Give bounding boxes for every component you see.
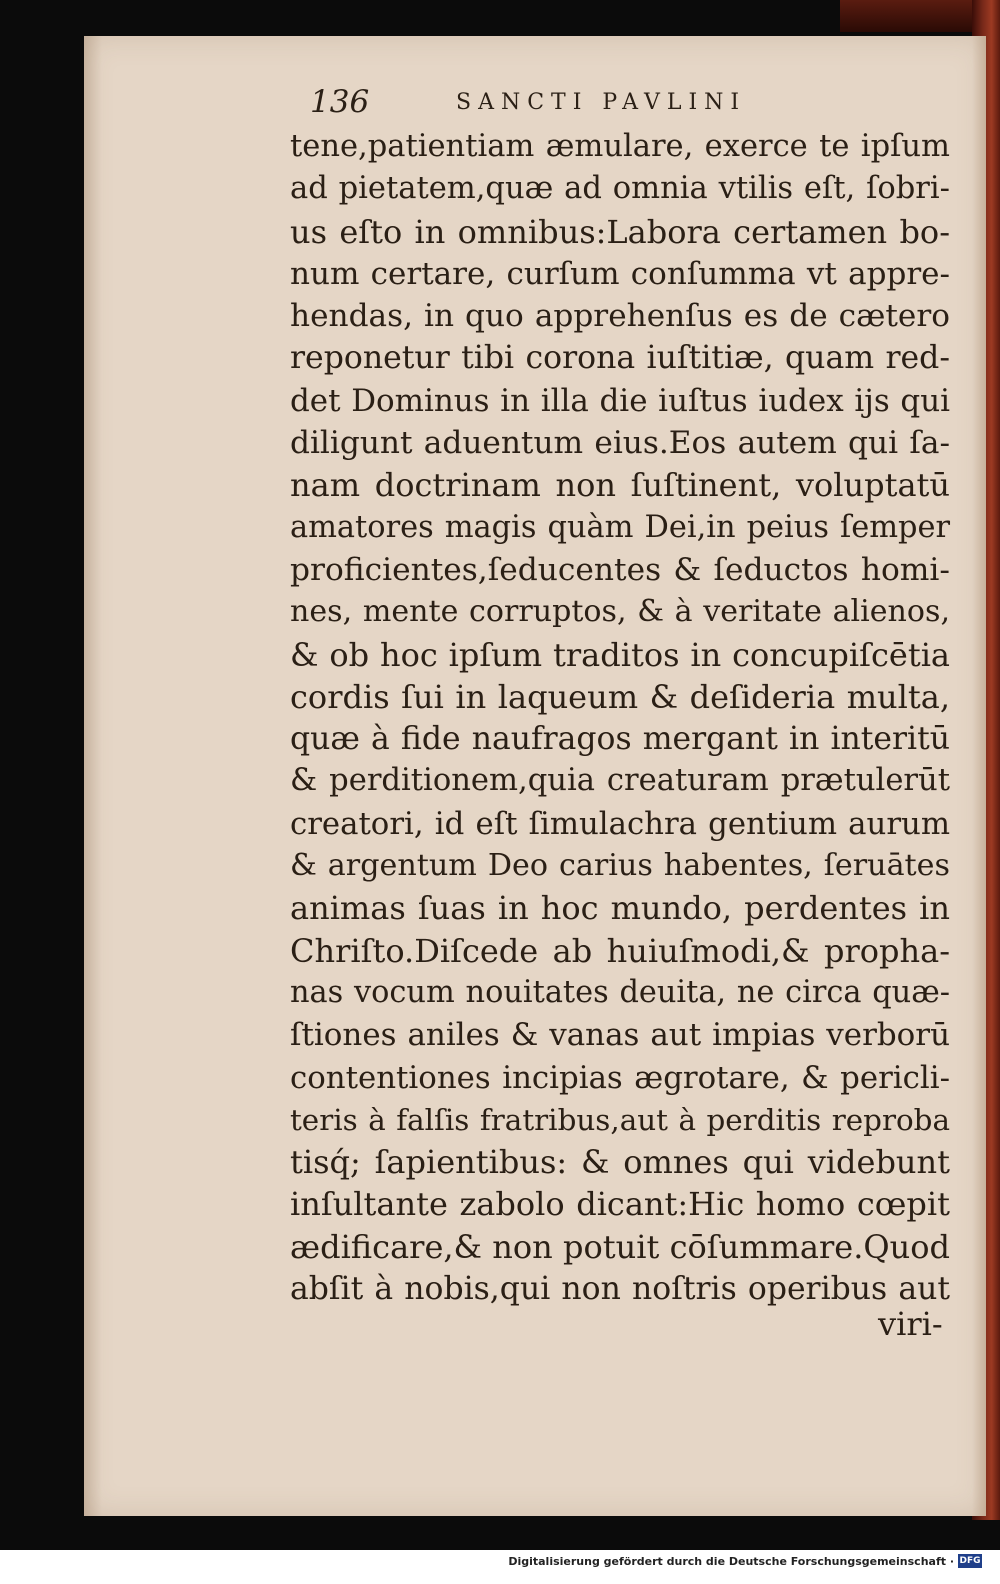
page-header (310, 84, 850, 124)
text-line: creatori, id eſt ſimulachra gentium aurum (290, 805, 950, 842)
text-line: animas ſuas in hoc mundo, perdentes in (290, 889, 950, 928)
text-line: us eſto in omnibus:Labora certamen bo- (290, 212, 950, 251)
text-line: amatores magis quàm Dei,in peius ſemper (290, 509, 950, 545)
running-head: SANCTI PAVLINI (456, 90, 747, 115)
text-line: tene,patientiam æmulare, exerce te ipſum (290, 129, 950, 164)
text-line: nas vocum nouitates deuita, ne circa quæ- (290, 974, 950, 1010)
page-number: 136 (310, 84, 370, 120)
catchword: viri- (878, 1305, 943, 1343)
text-line: & argentum Deo carius habentes, ſeruātes (290, 848, 950, 884)
text-line: diligunt aduentum eius.Eos autem qui ſa- (290, 425, 950, 462)
text-line: hendas, in quo apprehenſus es de cætero (290, 298, 950, 335)
text-line: nam doctrinam non ſuſtinent, voluptatū (290, 466, 950, 505)
text-line: & ob hoc ipſum traditos in concupiſcētia (290, 635, 950, 674)
text-line: & perditionem,quia creaturam prætulerūt (290, 763, 950, 799)
dfg-logo: DFG (959, 1556, 981, 1566)
funding-credit: Digitalisierung gefördert durch die Deutsche Forschungsgemeinschaft · (508, 1555, 954, 1568)
text-line: abſit à nobis,qui non noſtris operibus aut (290, 1271, 950, 1308)
text-line: det Dominus in illa die iuſtus iudex ijs qui (290, 382, 950, 419)
text-line: num certare, curſum conſumma vt appre- (290, 255, 950, 292)
text-line: teris à falſis fratribus,aut à perditis reproba (290, 1102, 950, 1137)
text-line: ſtiones aniles & vanas aut impias verborū (290, 1017, 950, 1054)
gutter-shadow (84, 36, 102, 1516)
text-line: contentiones incipias ægrotare, & pericli- (290, 1059, 950, 1096)
text-line: inſultante zabolo dicant:Hic homo cœpit (290, 1185, 950, 1224)
text-line: ad pietatem,quæ ad omnia vtilis eſt, ſobri- (290, 171, 950, 207)
text-line: ædificare,& non potuit cōſummare.Quod (290, 1227, 950, 1266)
text-line: tisq́; ſapientibus: & omnes qui videbunt (290, 1143, 950, 1182)
text-line: nes, mente corruptos, & à veritate alienos, (290, 594, 950, 630)
text-line: Chriſto.Diſcede ab huiuſmodi,& propha- (290, 931, 950, 970)
text-line: cordis ſui in laqueum & deſideria multa, (290, 677, 950, 716)
body-text (290, 126, 950, 1310)
page-edge-shadow (972, 36, 986, 1516)
text-line: proficientes,ſeducentes & ſeductos homi- (290, 551, 950, 588)
text-line: reponetur tibi corona iuſtitiæ, quam red- (290, 340, 950, 377)
text-line: quæ à fide naufragos mergant in interitū (290, 721, 950, 758)
